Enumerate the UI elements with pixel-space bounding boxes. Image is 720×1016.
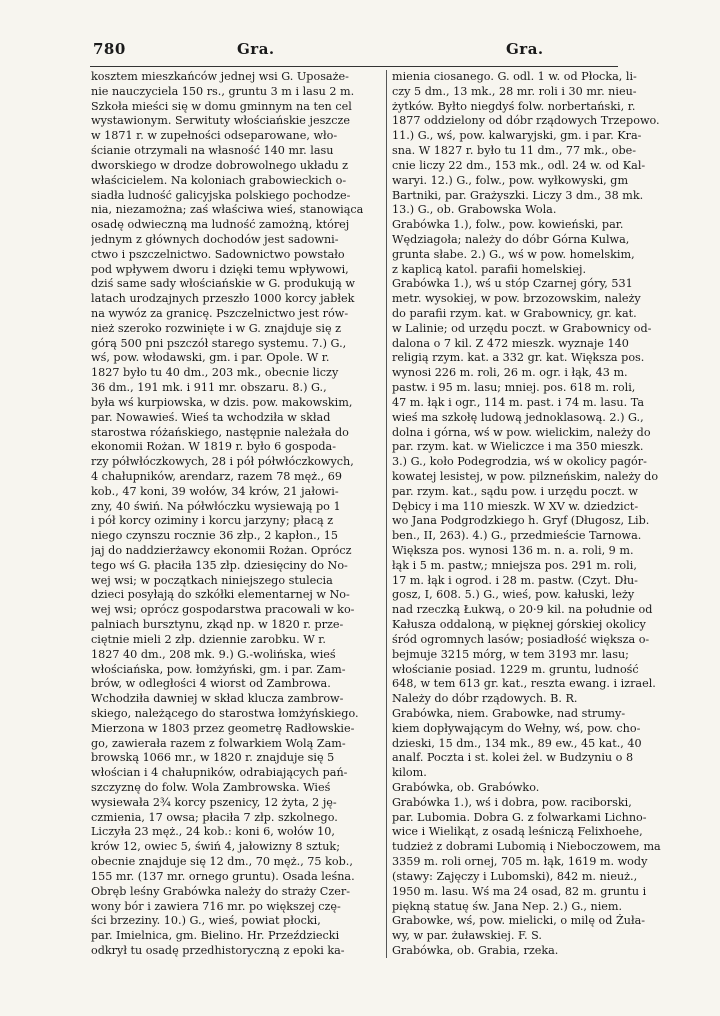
left-column-line: go, zawierała razem z folwarkiem Wolą Zam- [91, 736, 346, 750]
right-column-line: do parafii rzym. kat. w Grabownicy, gr. kat. [392, 307, 637, 320]
right-column-line: kilom. [392, 766, 427, 780]
right-column-line: par. rzym. kat. w Wieliczce i ma 350 mieszk. [392, 440, 644, 454]
right-column-line: śród ogromnych lasów; posiadłość większa o- [392, 632, 650, 646]
left-column-line: wystawionym. Serwituty włościańskie jeszcze [91, 114, 350, 128]
right-column-line: 13.) G., ob. Grabowska Wola. [392, 203, 557, 217]
right-running-head: Gra. [506, 40, 544, 58]
right-column-line: kowatej lesistej, w pow. pilzneńskim, należy do [392, 469, 659, 483]
left-column-line: 155 mr. (137 mr. ornego gruntu). Osada leśna. [91, 869, 355, 883]
right-column-line: Grabowke, wś, pow. mielicki, o milę od Żuła- [392, 914, 646, 928]
left-column-line: 36 dm., 191 mk. i 911 mr. obszaru. 8.) G., [91, 381, 327, 395]
right-column-line: Grabówka 1.), wś i dobra, pow. raciborski, [392, 795, 632, 809]
left-column-line: skiego, należącego do starostwa łomżyńskiego. [91, 706, 359, 720]
left-column-line: kosztem mieszkańców jednej wsi G. Uposaże- [91, 70, 349, 83]
left-column-line: rzy półwłóczkowych, 28 i pół półwłóczkowych, [91, 455, 354, 469]
right-column-line: sna. W 1827 r. było tu 11 dm., 77 mk., obe- [392, 144, 637, 158]
left-column-line: kob., 47 koni, 39 wołów, 34 krów, 21 jałowi- [91, 484, 339, 498]
left-column-line: pod wpływem dworu i dzięki temu wpływowi, [91, 262, 349, 276]
left-column-line: obecnie znajduje się 12 dm., 70 męż., 75 kob., [91, 855, 353, 869]
right-column-line: Bartniki, par. Grażyszki. Liczy 3 dm., 38 mk. [392, 188, 644, 202]
left-column-line: górą 500 pni pszczół starego systemu. 7.) G., [91, 336, 347, 350]
left-column-line: czmienia, 17 owsa; płaciła 7 złp. szkolnego. [91, 810, 338, 824]
left-column-line: dziś same sady włościańskie w G. produkują w [91, 277, 355, 291]
left-column-line: 1827 40 dm., 208 mk. 9.) G.-wolińska, wieś [91, 647, 336, 661]
right-column-line: metr. wysokiej, w pow. brzozowskim, należy [392, 292, 641, 306]
right-column-line: tudzież z dobrami Lubomią i Nieboczowem, ma [392, 840, 661, 854]
right-column-line: dzieski, 15 dm., 134 mk., 89 ew., 45 kat., 40 [392, 736, 642, 750]
right-column-line: Grabówka 1.), wś u stóp Czarnej góry, 531 [392, 277, 633, 291]
left-column [91, 70, 373, 959]
left-column-line: 4 chałupników, arendarz, razem 78 męż., 69 [91, 469, 343, 483]
left-column-line: nież szeroko rozwinięte i w G. znajduje się z [91, 321, 342, 335]
page-number: 780 [93, 40, 126, 58]
left-column-line: osadę odwieczną ma ludność zamożną, której [91, 218, 350, 232]
left-column-line: i pół korcy oziminy i korcu jarzyny; płacą z [91, 514, 334, 528]
left-column-line: Obręb leśny Grabówka należy do straży Czer- [91, 884, 351, 898]
right-column-line: 1877 oddzielony od dóbr rządowych Trzepowo. [392, 114, 660, 128]
left-column-line: latach urodzajnych przeszło 1000 korcy jabłek [91, 292, 355, 306]
left-column-line: wej wsi; oprócz gospodarstwa pracowali w ko- [91, 603, 355, 617]
left-column-line: nie nauczyciela 150 rs., gruntu 3 m i lasu 2 m. [91, 84, 355, 98]
right-column-line: waryi. 12.) G., folw., pow. wyłkowyski, gm [392, 173, 629, 187]
right-column-line: dalona o 7 kil. Z 472 mieszk. wyznaje 140 [392, 336, 629, 350]
left-column-line: siadła ludność galicyjska polskiego pochodze- [91, 188, 351, 202]
left-column-line: właścicielem. Na koloniach grabowieckich o- [91, 173, 347, 187]
left-column-line: Mierzona w 1803 przez geometrę Radłowskie- [91, 721, 355, 735]
left-column-line: szczyznę do folw. Wola Zambrowska. Wieś [91, 781, 331, 794]
left-column-line: wej wsi; w początkach niniejszego stulecia [91, 573, 333, 587]
right-column-line: mienia ciosanego. G. odl. 1 w. od Płocka, li- [392, 70, 637, 83]
header-rule [90, 66, 618, 67]
left-running-head: Gra. [237, 40, 275, 58]
right-column-line: analf. Poczta i st. kolei żel. w Budzyniu o 8 [392, 751, 634, 765]
right-column-line: gosz, I, 608. 5.) G., wieś, pow. kałuski, leży [392, 588, 635, 602]
left-column-line: włościan i 4 chałupników, odrabiających pań- [91, 766, 348, 780]
left-column-line: Liczyła 23 męż., 24 kob.: koni 6, wołów 10, [91, 825, 335, 839]
right-column-line: 3.) G., koło Podegrodzia, wś w okolicy pagór- [392, 455, 647, 469]
right-column-line: Kałusza oddaloną, w pięknej górskiej okolicy [392, 618, 646, 632]
right-column-line: wynosi 226 m. roli, 26 m. ogr. i łąk, 43 m. [392, 366, 628, 380]
right-column-line: Wędziagoła; należy do dóbr Górna Kulwa, [392, 232, 630, 246]
right-column-line: Grabówka 1.), folw., pow. kowieński, par. [392, 218, 624, 232]
left-column-line: dzieci posyłają do szkółki elementarnej w No- [91, 588, 350, 602]
right-column-line: par. Lubomia. Dobra G. z folwarkami Lichno- [392, 810, 647, 824]
left-column-line: była wś kurpiowska, w dzis. pow. makowskim, [91, 395, 353, 409]
right-column-line: 3359 m. roli ornej, 705 m. łąk, 1619 m. wody [392, 855, 648, 869]
right-column-line: 17 m. łąk i ogrod. i 28 m. pastw. (Czyt. Dłu- [392, 573, 638, 587]
right-column-line: łąk i 5 m. pastw,; mniejsza pos. 291 m. roli, [392, 558, 637, 572]
right-column [392, 70, 674, 959]
right-column-line: pastw. i 95 m. lasu; mniej. pos. 618 m. roli, [392, 381, 636, 395]
right-column-line: w Lalinie; od urzędu poczt. w Grabownicy od- [392, 321, 652, 335]
right-column-line: (stawy: Zajęczy i Lubomski), 842 m. nieuż., [392, 869, 638, 883]
right-column-line: nad rzeczką Łukwą, o 20·9 kil. na południe od [392, 603, 653, 617]
left-column-line: Wchodziła dawniej w skład klucza zambrow- [91, 692, 344, 706]
right-column-line: czy 5 dm., 13 mk., 28 mr. roli i 30 mr. nieu- [392, 84, 637, 98]
right-column-line: wo Jana Podgrodzkiego h. Gryf (Długosz, Lib. [392, 514, 650, 528]
right-column-line: dolna i górna, wś w pow. wielickim, należy do [392, 425, 651, 439]
right-column-line: 648, w tem 613 gr. kat., reszta ewang. i izrael. [392, 677, 656, 691]
right-column-line: Należy do dóbr rządowych. B. R. [392, 692, 578, 706]
right-column-line: grunta słabe. 2.) G., wś w pow. homelskim, [392, 247, 635, 261]
right-column-line: Grabówka, ob. Grabówko. [392, 781, 540, 794]
left-column-line: wś, pow. włodawski, gm. i par. Opole. W r. [91, 351, 330, 365]
right-column-line: ben., II, 263). 4.) G., przedmieście Tarnowa. [392, 529, 642, 543]
right-column-line: cnie liczy 22 dm., 153 mk., odl. 24 w. od Kal- [392, 158, 646, 172]
left-column-line: nia, niezamożna; zaś właściwa wieś, stanowiąca [91, 203, 364, 217]
left-column-line: 1827 było tu 40 dm., 203 mk., obecnie liczy [91, 366, 339, 380]
left-column-line: zny, 40 świń. Na półwłóczku wysiewają po 1 [91, 499, 341, 513]
left-column-line: wysiewała 2¾ korcy pszenicy, 12 żyta, 2 ję- [91, 795, 337, 809]
right-column-line: Grabówka, niem. Grabowke, nad strumy- [392, 706, 626, 720]
left-column-line: w 1871 r. w zupełności odseparowane, wło- [91, 129, 338, 143]
left-column-line: dworskiego w drodze dobrowolnego układu z [91, 158, 349, 172]
left-column-line: par. Imielnica, gm. Bielino. Hr. Przeździecki [91, 929, 340, 943]
right-column-line: z kaplicą katol. parafii homelskiej. [392, 262, 587, 276]
left-column-line: browską 1066 mr., w 1820 r. znajduje się 5 [91, 751, 335, 765]
right-column-line: 1950 m. lasu. Wś ma 24 osad, 82 m. gruntu i [392, 884, 647, 898]
left-column-line: ciętnie mieli 2 złp. dziennie zarobku. W r. [91, 632, 326, 646]
right-column-line: wy, w par. żuławskiej. F. S. [392, 929, 542, 943]
right-column-line: Dębicy i ma 110 mieszk. W XV w. dziedzict- [392, 499, 639, 513]
left-column-line: Szkoła mieści się w domu gminnym na ten cel [91, 99, 352, 113]
left-column-line: brów, w odległości 4 wiorst od Zambrowa. [91, 677, 331, 691]
right-column-line: 11.) G., wś, pow. kalwaryjski, gm. i par. Kra- [392, 129, 642, 143]
left-column-line: ścianie otrzymali na własność 140 mr. lasu [91, 144, 334, 158]
left-column-line: palniach bursztynu, zkąd np. w 1820 r. prze- [91, 618, 344, 632]
left-column-line: jaj do naddzierżawcy ekonomii Rożan. Oprócz [91, 544, 352, 557]
left-column-line: par. Nowawieś. Wieś ta wchodziła w skład [91, 410, 331, 424]
right-column-line: religią rzym. kat. a 332 gr. kat. Większa pos. [392, 351, 645, 365]
left-column-line: włościańska, pow. łomżyński, gm. i par. Zam- [91, 662, 346, 676]
left-column-line: ekonomii Rożan. W 1819 r. było 6 gospoda- [91, 440, 336, 454]
right-column-line: 47 m. łąk i ogr., 114 m. past. i 74 m. lasu. Ta [392, 395, 644, 409]
right-column-line: piękną statuę św. Jana Nep. 2.) G., niem. [392, 899, 623, 913]
right-column-line: włościanie posiad. 1229 m. gruntu, ludność [392, 662, 639, 676]
left-column-line: jednym z głównych dochodów jest sadowni- [91, 232, 339, 246]
left-column-line: wony bór i zawiera 716 mr. po większej czę- [91, 899, 341, 913]
right-column-line: Grabówka, ob. Grabia, rzeka. [392, 943, 559, 957]
left-column-line: ści brzeziny. 10.) G., wieś, powiat płocki, [91, 914, 321, 928]
right-column-line: Większa pos. wynosi 136 m. n. a. roli, 9 m. [392, 544, 634, 557]
right-column-line: kiem dopływającym do Wełny, wś, pow. cho- [392, 721, 641, 735]
left-column-line: na wywóz za granicę. Pszczelnictwo jest rów- [91, 307, 349, 320]
right-column-line: żytków. Byłto niegdyś folw. norbertański, r. [392, 99, 636, 113]
left-column-line: krów 12, owiec 5, świń 4, jałowizny 8 sztuk; [91, 840, 340, 854]
left-column-line: tego wś G. płaciła 135 złp. dziesięciny do No- [91, 558, 348, 572]
right-column-line: wieś ma szkołę ludową jednoklasową. 2.) G., [392, 410, 644, 424]
left-column-line: ctwo i pszczelnictwo. Sadownictwo powstało [91, 247, 345, 261]
right-column-line: wice i Wielikąt, z osadą leśniczą Felixhoehe, [392, 825, 643, 839]
column-separator [386, 70, 387, 958]
left-column-line: niego czynszu rocznie 36 złp., 2 kapłon., 15 [91, 529, 339, 543]
left-column-line: odkrył tu osadę przedhistoryczną z epoki ka- [91, 943, 345, 957]
right-column-line: bejmuje 3215 mórg, w tem 3193 mr. lasu; [392, 647, 629, 661]
right-column-line: par. rzym. kat., sądu pow. i urzędu poczt. w [392, 484, 638, 498]
left-column-line: starostwa różańskiego, następnie należała do [91, 425, 349, 439]
